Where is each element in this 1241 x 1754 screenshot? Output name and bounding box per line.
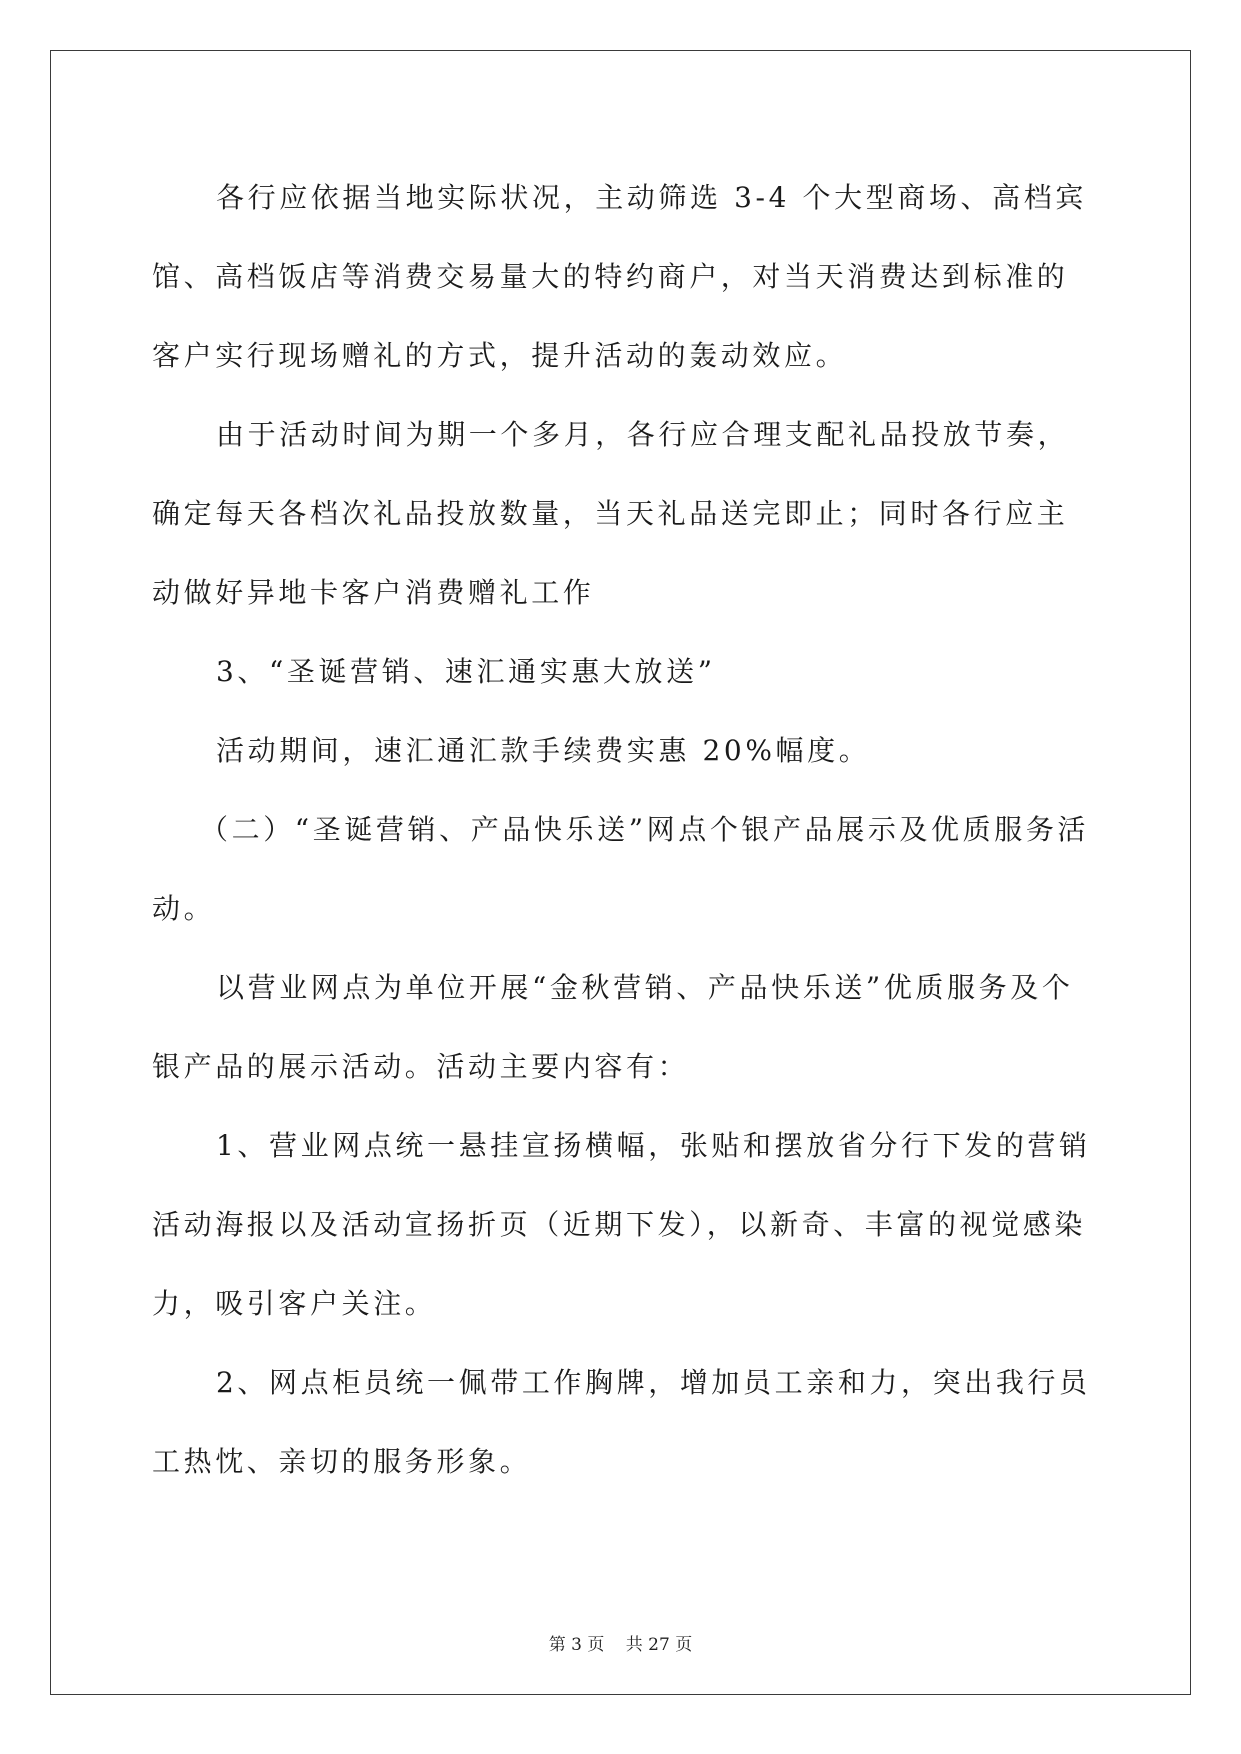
paragraph-branch-activity: 以营业网点为单位开展“金秋营销、产品快乐送”优质服务及个银产品的展示活动。活动主要内容有： [152,971,1074,1083]
paragraph-fee-discount: 活动期间，速汇通汇款手续费实惠 20%幅度。 [216,734,871,767]
paragraph-featured-merchants: 各行应依据当地实际状况，主动筛选 3-4 个大型商场、高档宾馆、高档饭店等消费交易量大的特约商户，对当天消费达到标准的客户实行现场赠礼的方式，提升活动的轰动效应。 [152,181,1087,372]
paragraph-item-2-badges: 2、网点柜员统一佩带工作胸牌，增加员工亲和力，突出我行员工热忱、亲切的服务形象。 [152,1366,1091,1478]
paragraph-gift-schedule: 由于活动时间为期一个多月，各行应合理支配礼品投放节奏，确定每天各档次礼品投放数量，当天礼品送完即止；同时各行应主动做好异地卡客户消费赠礼工作 [152,418,1070,609]
paragraph-item-1-banners: 1、营业网点统一悬挂宣扬横幅，张贴和摆放省分行下发的营销活动海报以及活动宣扬折页（近期下发），以新奇、丰富的视觉感染力，吸引客户关注。 [152,1129,1091,1320]
page-number: 第 3 页 [548,1635,605,1655]
page-footer [0,1630,1241,1655]
paragraph-section-2-heading: （二）“圣诞营销、产品快乐送”网点个银产品展示及优质服务活动。 [152,813,1090,925]
page-total: 共 27 页 [625,1635,693,1655]
document-body [152,158,1092,1501]
paragraph-item-3-heading: 3、“圣诞营销、速汇通实惠大放送” [216,655,716,688]
